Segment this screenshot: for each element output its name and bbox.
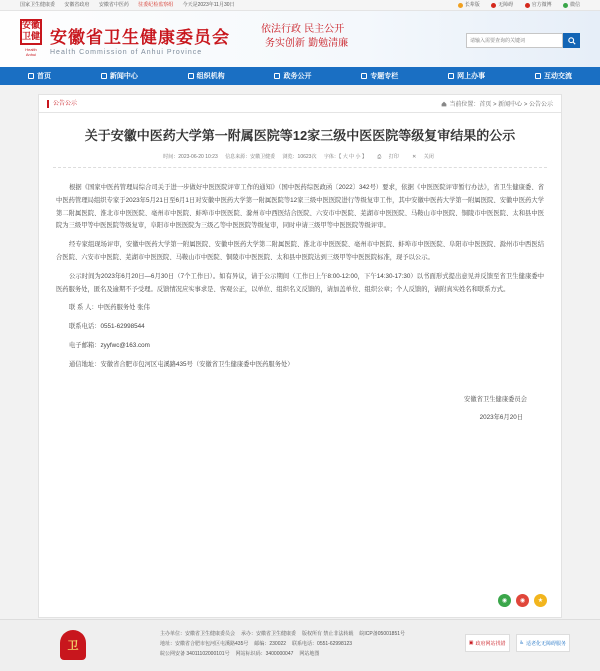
slogan <box>261 23 348 51</box>
signature <box>39 394 561 424</box>
footer-line-2: 地址：安徽省合肥市包河区屯溪路435号 邮编：230022 联系电话：0551-62998123 <box>160 641 353 647</box>
contact-address: 通信地址：安徽省合肥市包河区屯溪路435号（安徽省卫生健康委中医药服务处） <box>69 360 294 368</box>
nav-item-org[interactable] <box>180 67 233 85</box>
site-title-en: Health Commission of Anhui Province <box>50 49 203 56</box>
search-button[interactable] <box>563 33 580 48</box>
logo-sub: Health Anhui <box>25 47 37 57</box>
chat-icon <box>535 73 541 79</box>
nav-label: 政务公开 <box>283 73 312 80</box>
category-title[interactable]: 公告公示 <box>47 100 77 108</box>
party-badge-icon[interactable]: 卫 <box>60 630 86 660</box>
contact-phone: 联系电话：0551-62998544 <box>69 323 145 331</box>
accessibility-link[interactable]: 无障碍 <box>491 0 513 11</box>
nav-label: 网上办事 <box>457 73 486 80</box>
print-icon: ⎙ <box>377 154 382 160</box>
slogan-line-2: 务实创新 勤勉清廉 <box>265 38 349 49</box>
paragraph: 根据《国家中医药管理局综合司关于进一步做好中医医院评审工作的通知》（国中医药综医政函〔2022〕342号）要求，依据《中医医院评审暂行办法》，省卫生健康委、省中医药管理局组织专家于2023年5月21日至6月1日对安徽中医药大学第一附属医院等12家三级中医医院进行等级复审工作，其中安徽中医药大学第一附属医院、安徽中医药大学第二附属医院、淮北市中医医院、亳州市中医院、蚌埠市中医医院、滁州市中西医结合医院、六安市中医院、芜湖市中医医院、马鞍山市中医院、铜陵市中医医院、太和县中医院为三级甲等中医医院等级复审，阜阳市中医医院为三级乙等中医医院等级复审，同时申请三级甲等中医医院等级评审。 <box>56 184 544 230</box>
wechat-icon <box>563 3 568 8</box>
accessibility-icon <box>491 3 496 8</box>
weibo-link[interactable]: 官方微博 <box>525 0 552 11</box>
print-button[interactable]: ⎙ 打印 <box>377 154 399 160</box>
site-title[interactable] <box>50 23 230 56</box>
contact-email: 电子邮箱：zyyfwc@163.com <box>69 341 150 349</box>
main-nav <box>0 67 600 85</box>
gov-error-link[interactable]: ▣ 政府网站找错 <box>465 634 510 652</box>
nav-item-gov[interactable] <box>266 67 319 85</box>
gov-icon <box>274 73 280 79</box>
nav-item-topic[interactable] <box>353 67 406 85</box>
topic-icon <box>361 73 367 79</box>
sign-org: 安徽省卫生健康委员会 <box>464 395 527 403</box>
nav-label: 组织机构 <box>196 73 225 80</box>
search-input[interactable] <box>466 33 563 48</box>
contact-person: 联 系 人：中医药服务处 张伟 <box>69 304 150 312</box>
elderly-mode-link[interactable]: 长辈版 <box>458 0 480 11</box>
search-icon <box>568 37 576 45</box>
article-panel <box>38 94 562 618</box>
close-icon: ✕ <box>412 154 417 160</box>
top-link[interactable]: 安徽省中医药 <box>98 2 129 8</box>
slogan-line-1: 依法行政 民主公开 <box>261 24 345 35</box>
site-title-cn: 安徽省卫生健康委员会 <box>50 28 230 48</box>
logo-emblem-icon: 安徽 卫健 <box>20 19 42 45</box>
nav-item-news[interactable] <box>93 67 146 85</box>
article-title: 关于安徽中医药大学第一附属医院等12家三级中医医院等级复审结果的公示 <box>84 128 516 143</box>
site-logo[interactable] <box>20 19 42 55</box>
meta-views: 浏览：10623次 <box>282 154 317 160</box>
wechat-link[interactable]: 微信 <box>563 0 580 11</box>
today-date: 今天是2023年11月30日 <box>182 2 235 8</box>
footer-info <box>160 629 411 659</box>
nav-label: 新闻中心 <box>109 73 138 80</box>
site-header <box>0 11 600 67</box>
nav-label: 专题专栏 <box>370 73 399 80</box>
icp-link[interactable]: 皖ICP备05001851号 <box>359 631 406 637</box>
news-icon <box>101 73 107 79</box>
qzone-share-icon[interactable]: ★ <box>534 594 547 607</box>
gov-error-icon: ▣ <box>468 640 474 646</box>
nav-label: 互动交流 <box>543 73 572 80</box>
service-icon <box>448 73 454 79</box>
breadcrumb-bar <box>39 95 561 113</box>
weibo-share-icon[interactable]: ◉ <box>516 594 529 607</box>
nav-label: 首页 <box>37 73 51 80</box>
breadcrumb <box>441 99 553 108</box>
nav-item-home[interactable] <box>20 67 59 85</box>
nav-item-chat[interactable] <box>527 67 580 85</box>
font-size-switch[interactable]: 字体：【 大 中 小 】 <box>323 154 367 160</box>
article-meta <box>53 153 547 168</box>
nav-item-service[interactable] <box>440 67 493 85</box>
sign-date: 2023年6月20日 <box>479 413 523 421</box>
breadcrumb-path[interactable]: 当前位置：首页 > 新闻中心 > 公告公示 <box>449 102 553 108</box>
home-small-icon <box>441 101 447 107</box>
elderly-icon <box>458 3 463 8</box>
search-box <box>466 33 580 48</box>
meta-date: 时间：2023-06-20 10:23 <box>163 154 218 160</box>
site-footer <box>0 619 600 671</box>
close-button[interactable]: ✕ 关闭 <box>412 154 434 160</box>
footer-line-1: 主办单位：安徽省卫生健康委员会 承办：安徽省卫生健康委 版权所有 禁止非法转载 皖ICP备05001851号 <box>160 631 406 637</box>
top-utility-bar <box>0 0 600 11</box>
top-link-discipline[interactable]: 驻委纪检监察组 <box>138 2 174 8</box>
org-icon <box>188 73 194 79</box>
top-link[interactable]: 国家卫生健康委 <box>20 2 56 8</box>
police-record-link[interactable]: 皖公网安备 34011102000101号 <box>160 651 230 657</box>
share-bar <box>498 594 547 607</box>
meta-source: 信息来源：安徽卫健委 <box>225 154 276 160</box>
paragraph: 公示时间为2023年6月20日—6月30日（7个工作日）。如有异议，请于公示期间（工作日上午8:00-12:00，下午14:30-17:30）以书面形式提出意见并反馈至省卫生健康委中医药服务处，匿名及逾期不予受理。反馈情况应实事求是、客观公正，以单位、组织名义反馈的，请加盖单位、组织公章；个人反馈的，请附真实姓名和联系方式。 <box>56 272 544 293</box>
wechat-share-icon[interactable]: ◉ <box>498 594 511 607</box>
elderly-friendly-link[interactable]: ♿ 适老化无障碍服务 <box>516 634 571 652</box>
footer-marks <box>465 634 570 652</box>
home-icon <box>28 73 34 79</box>
elderly-friendly-icon: ♿ <box>519 640 524 646</box>
footer-line-3: 皖公网安备 34011102000101号 网站标识码：3400000047 网站地图 <box>160 651 320 657</box>
sitemap-link[interactable]: 网站地图 <box>299 651 320 657</box>
top-link[interactable]: 安徽省政府 <box>64 2 90 8</box>
weibo-icon <box>525 3 530 8</box>
article-body <box>39 168 561 372</box>
paragraph: 经专家组现场评审，安徽中医药大学第一附属医院、安徽中医药大学第二附属医院、淮北市中医医院、亳州市中医院、蚌埠市中医医院、阜阳市中医医院、滁州市中西医结合医院、六安市中医院、芜湖市中医医院、马鞍山市中医院、铜陵市中医医院、太和县中医院达到三级甲等中医医院标准，现予以公示。 <box>56 241 544 261</box>
